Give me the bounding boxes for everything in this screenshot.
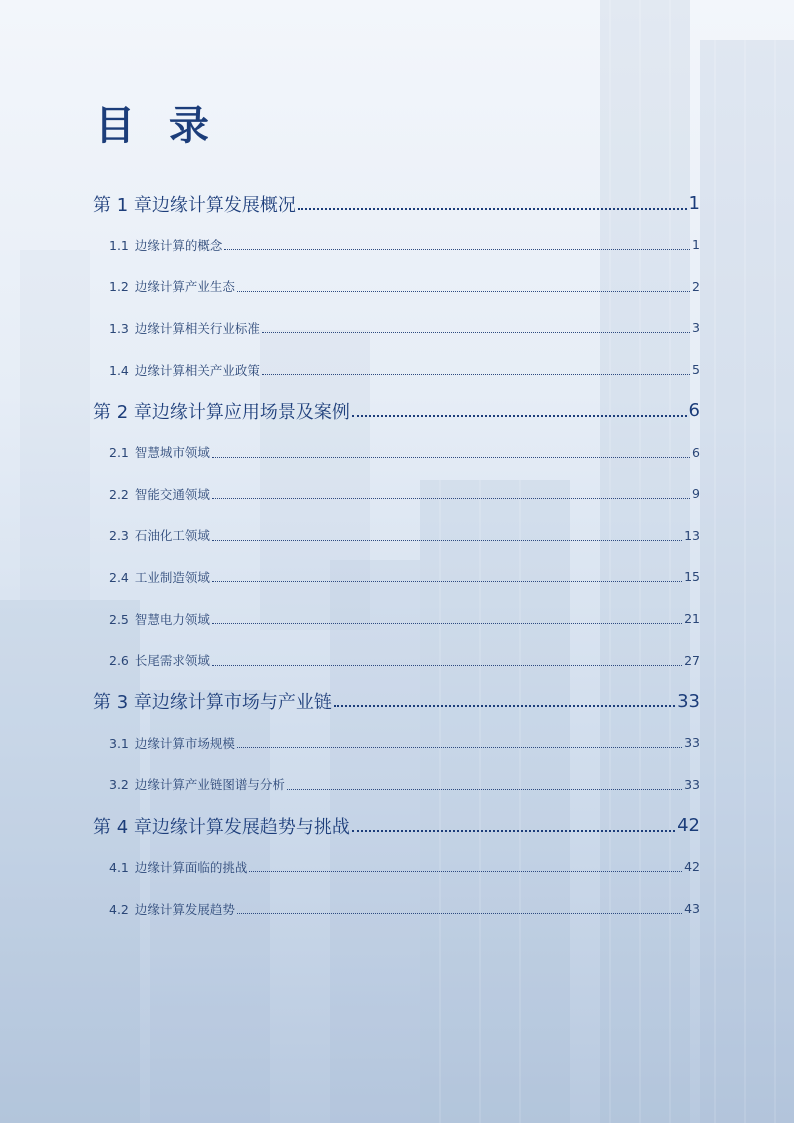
toc-entry-title: 智慧城市领域 [134, 445, 210, 461]
toc-entry-title: 边缘计算发展趋势与挑战 [151, 816, 350, 838]
toc-entry-page: 1 [688, 193, 700, 214]
toc-section-entry[interactable] [93, 349, 700, 391]
toc-entry-number: 4.1 [109, 859, 129, 875]
toc-entry-number: 2.1 [109, 445, 129, 461]
toc-entry-page: 42 [677, 815, 700, 837]
toc-chapter-entry[interactable] [93, 183, 700, 224]
toc-chapter-entry[interactable] [93, 681, 700, 722]
dot-leader [262, 332, 690, 333]
toc-entry-title: 边缘计算的概念 [134, 237, 223, 253]
dot-leader [237, 291, 690, 292]
toc-entry-title: 边缘计算市场与产业链 [151, 692, 332, 714]
toc-entry-number: 2.3 [109, 528, 129, 544]
dot-leader [249, 871, 682, 872]
dot-leader [352, 830, 675, 832]
dot-leader [212, 665, 682, 666]
dot-leader [237, 913, 682, 914]
toc-entry-title: 边缘计算产业生态 [134, 279, 235, 295]
toc-entry-page: 21 [684, 611, 700, 627]
toc-section-entry[interactable] [93, 722, 700, 764]
toc-entry-title: 边缘计算相关产业政策 [134, 362, 260, 378]
toc-entry-number: 第 2 章 [93, 401, 152, 423]
toc-section-entry[interactable] [93, 266, 700, 308]
toc-entry-number: 2.4 [109, 569, 129, 585]
dot-leader [212, 623, 682, 624]
dot-leader [287, 789, 682, 790]
toc-entry-page: 6 [692, 444, 700, 460]
toc-entry-title: 长尾需求领域 [134, 653, 210, 669]
toc-entry-page: 15 [684, 569, 700, 585]
toc-entry-page: 5 [692, 362, 700, 378]
toc-entry-number: 第 1 章 [93, 194, 152, 216]
toc-entry-title: 智能交通领域 [134, 486, 210, 502]
dot-leader [262, 374, 690, 375]
toc-entry-page: 9 [692, 486, 700, 502]
toc-entry-page: 3 [692, 320, 700, 336]
toc-entry-page: 13 [684, 527, 700, 543]
toc-entry-number: 1.2 [109, 279, 129, 295]
toc-entry-page: 27 [684, 652, 700, 668]
toc-section-entry[interactable] [93, 307, 700, 349]
toc-entry-number: 2.2 [109, 486, 129, 502]
toc-entry-number: 第 4 章 [93, 816, 152, 838]
dot-leader [237, 747, 682, 748]
toc-entry-number: 3.2 [109, 777, 129, 793]
toc-section-entry[interactable] [93, 224, 700, 266]
dot-leader [212, 540, 682, 541]
toc-chapter-entry[interactable] [93, 390, 700, 431]
dot-leader [298, 208, 687, 210]
toc-section-entry[interactable] [93, 473, 700, 515]
toc-section-entry[interactable] [93, 846, 700, 888]
toc-section-entry[interactable] [93, 556, 700, 598]
toc-section-entry[interactable] [93, 515, 700, 557]
toc-entry-title: 石油化工领域 [134, 528, 210, 544]
toc-chapter-entry[interactable] [93, 805, 700, 846]
toc-entry-page: 2 [692, 278, 700, 294]
toc-entry-title: 工业制造领域 [134, 569, 210, 585]
toc-entry-title: 边缘计算相关行业标准 [134, 320, 260, 336]
dot-leader [212, 457, 690, 458]
dot-leader [224, 249, 690, 250]
toc-entry-title: 边缘计算发展概况 [151, 194, 296, 216]
toc-entry-page: 43 [684, 901, 700, 917]
toc-entry-title: 边缘计算面临的挑战 [134, 859, 248, 875]
toc-entry-page: 6 [688, 400, 700, 422]
toc-entry-page: 33 [684, 776, 700, 792]
dot-leader [334, 705, 675, 707]
dot-leader [352, 415, 687, 417]
toc-entry-number: 1.3 [109, 320, 129, 336]
toc-entry-title: 边缘计算发展趋势 [134, 901, 235, 917]
toc-entry-number: 2.6 [109, 653, 129, 669]
toc-entry-page: 33 [684, 735, 700, 751]
table-of-contents [93, 183, 700, 929]
toc-section-entry[interactable] [93, 764, 700, 806]
dot-leader [212, 581, 682, 582]
toc-entry-title: 边缘计算市场规模 [134, 735, 235, 751]
toc-entry-number: 1.1 [109, 237, 129, 253]
toc-entry-number: 4.2 [109, 901, 129, 917]
toc-entry-title: 边缘计算产业链图谱与分析 [134, 777, 285, 793]
toc-entry-page: 1 [692, 237, 700, 253]
toc-entry-number: 3.1 [109, 735, 129, 751]
toc-entry-page: 42 [684, 859, 700, 875]
toc-section-entry[interactable] [93, 431, 700, 473]
toc-entry-page: 33 [677, 690, 700, 712]
dot-leader [212, 498, 690, 499]
toc-entry-title: 智慧电力领域 [134, 611, 210, 627]
toc-entry-number: 第 3 章 [93, 692, 152, 714]
toc-section-entry[interactable] [93, 888, 700, 930]
toc-entry-number: 2.5 [109, 611, 129, 627]
toc-entry-title: 边缘计算应用场景及案例 [151, 401, 350, 423]
page-title: 目 录 [95, 103, 219, 149]
toc-entry-number: 1.4 [109, 362, 129, 378]
toc-section-entry[interactable] [93, 639, 700, 681]
toc-section-entry[interactable] [93, 598, 700, 640]
